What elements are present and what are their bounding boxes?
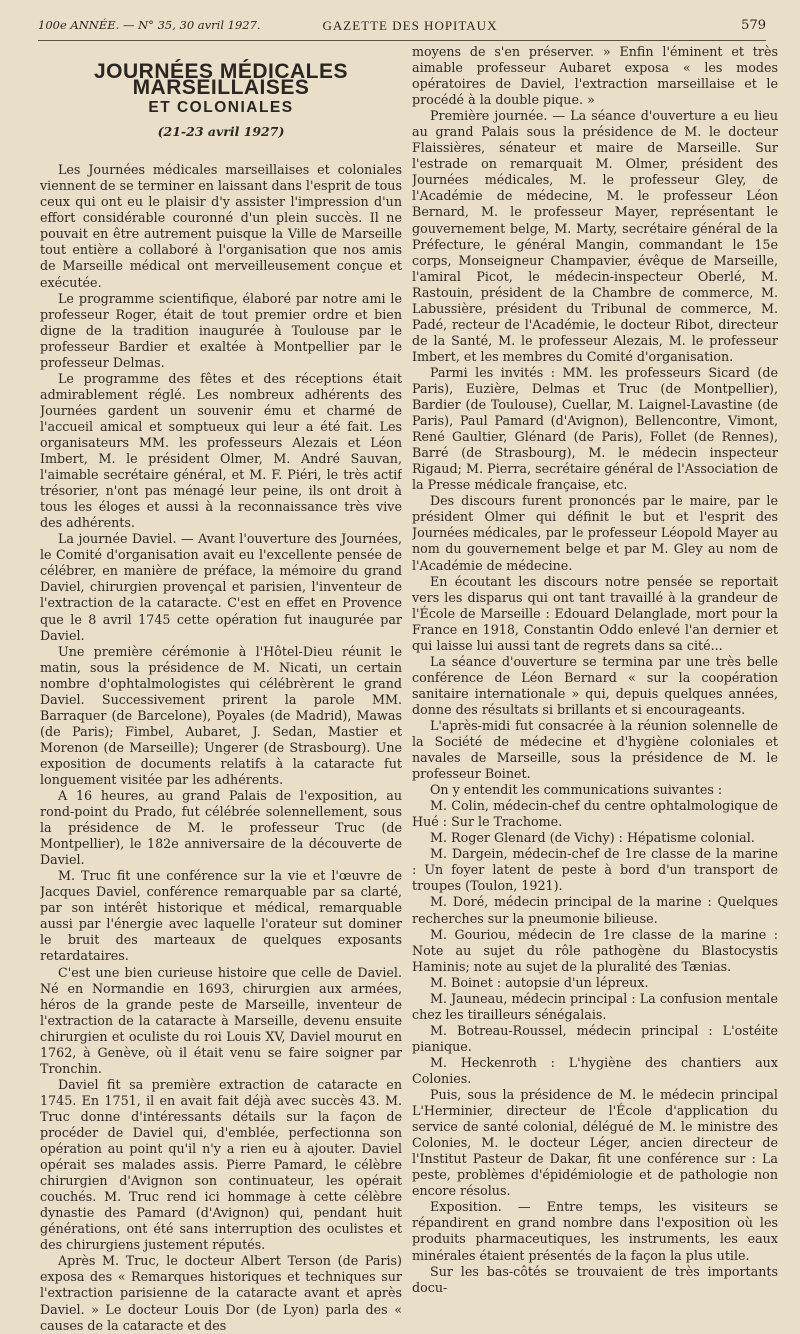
communication-item: M. Roger Glenard (de Vichy) : Hépatisme colonial. bbox=[430, 830, 755, 846]
paragraph: Des discours furent prononcés par le maire, par le président Olmer qui définit le but et l'esprit des Journées médicales, par le professeur Léopold Mayer au nom du gouvernement belge et par M. Gley au nom de l'Académie de médecine. bbox=[412, 493, 778, 573]
paragraph: M. Truc fit une conférence sur la vie et l'œuvre de Jacques Daviel, conférence remarquable par sa clarté, par son intérêt historique et médical, remarquable aussi par l'énergie avec laquelle l'orateur sut dominer le bruit des marteaux de quelques exposants retardataires. bbox=[40, 868, 402, 964]
article-subtitle: ET COLONIALES bbox=[148, 99, 294, 117]
section-daviel: La journée Daviel. — Avant l'ouverture des Journées, le Comité d'organisation avait eu l'excellente pensée de célébrer, en manière de préface, la mémoire du grand Daviel, chirurgien provençal et parisien, l'inventeur de l'extraction de la cataracte. C'est en effet en Provence que le 8 avril 1745 cette opération fut inaugurée par Daviel. bbox=[40, 531, 402, 643]
paragraph: Le programme des fêtes et des réceptions était admirablement réglé. Les nombreux adhérents des Journées gardent un souvenir ému et charmé de l'accueil amical et somptueux qui leur a été fait. Les organisateurs MM. les professeurs Alezais et Léon Imbert, M. le président Olmer, M. André Sauvan, l'aimable secrétaire général, et M. F. Piéri, le très actif trésorier, n'ont pas ménagé leur peine, ils ont droit à tous les éloges et aussi à la reconnaissance très vive des adhérents. bbox=[40, 370, 402, 531]
right-column bbox=[412, 44, 778, 1296]
communication-item: M. Heckenroth : L'hygiène des chantiers aux Colonies. bbox=[412, 1054, 778, 1086]
paragraph: C'est une bien curieuse histoire que celle de Daviel. Né en Normandie en 1693, chirurgien aux armées, héros de la grande peste de Marseille, inventeur de l'extraction de la cataracte à Marseille, devenu ensuite chirurgien et oculiste du roi Louis XV, Daviel mourut en 1762, à Genève, où il était venu se faire soigner par Tronchin. bbox=[40, 964, 402, 1076]
paragraph: En écoutant les discours notre pensée se reportait vers les disparus qui ont tant travaillé à la grandeur de l'École de Marseille : Edouard Delanglade, mort pour la France en 1918, Constantin Oddo enlevé l'an dernier et qui laisse lui aussi tant de regrets dans sa cité... bbox=[412, 573, 778, 653]
paragraph: Les Journées médicales marseillaises et coloniales viennent de se terminer en laissant dans l'esprit de tous ceux qui ont eu le plaisir d'y assister l'impression d'un effort considérable couronné d'un plein succès. Il ne pouvait en être autrement puisque la Ville de Marseille tout entière a collaboré à l'organisation que nos amis de Marseille médical ont merveilleusement conçue et exécutée. bbox=[40, 162, 402, 290]
communication-item: M. Boinet : autopsie d'un lépreux. bbox=[430, 974, 649, 990]
paragraph: Daviel fit sa première extraction de cataracte en 1745. En 1751, il en avait fait déjà avec succès 43. M. Truc donne d'intéressants détails sur la façon de procéder de Daviel qui, d'emblée, perfectionna son opération au point qu'il n'y a rien eu à ajouter. Daviel opérait ses malades assis. Pierre Pamard, le célèbre chirurgien d'Avignon son continuateur, les opérait couchés. M. Truc rend ici hommage à cette célèbre dynastie des Pamard (d'Avignon) qui, pendant huit générations, ont été sans interruption des oculistes et des chirurgiens justement réputés. bbox=[40, 1076, 402, 1253]
paragraph: Sur les bas-côtés se trouvaient de très importants docu- bbox=[412, 1263, 778, 1295]
communication-item: M. Doré, médecin principal de la marine : Quelques recherches sur la pneumonie bilieuse. bbox=[412, 894, 778, 926]
paragraph: Le programme scientifique, élaboré par notre ami le professeur Roger, était de tout premier ordre et bien digne de la tradition inaugurée à Toulouse par le professeur Bardier et exaltée à Montpellier par le professeur Delmas. bbox=[40, 290, 402, 370]
paragraph: L'après-midi fut consacrée à la réunion solennelle de la Société de médecine et d'hygiène coloniales et navales de Marseille, sous la présidence de M. le professeur Boinet. bbox=[412, 717, 778, 782]
communication-item: M. Botreau-Roussel, médecin principal : L'ostéite pianique. bbox=[412, 1022, 778, 1054]
paragraph: Une première cérémonie à l'Hôtel-Dieu réunit le matin, sous la présidence de M. Nicati, un certain nombre d'ophtalmologistes qui célébrèrent le grand Daviel. Successivement prirent la parole MM. Barraquer (de Barcelone), Poyales (de Madrid), Mawas (de Paris); Fimbel, Aubaret, J. Sedan, Mastier et Morenon (de Marseille); Ungerer (de Strasbourg). Une exposition de documents relatifs à la cataracte fut longuement visitée par les adhérents. bbox=[40, 643, 402, 787]
journal-title: GAZETTE DES HOPITAUX bbox=[322, 18, 498, 33]
communication-item: M. Gouriou, médecin de 1re classe de la marine : Note au sujet du rôle pathogène du Blastocystis Haminis; note au sujet de la pluralité des Tænias. bbox=[412, 926, 778, 974]
paragraph: Puis, sous la présidence de M. le médecin principal L'Herminier, directeur de l'École d'application du service de santé colonial, délégué de M. le ministre des Colonies, M. le docteur Léger, ancien directeur de l'Institut Pasteur de Dakar, fit une conférence sur : La peste, problèmes d'épidémiologie et de pathologie non encore résolus. bbox=[412, 1087, 778, 1199]
section-premiere-journee: Première journée. — La séance d'ouverture a eu lieu au grand Palais sous la présidence de M. le docteur Flaissières, sénateur et maire de Marseille. Sur l'estrade on remarquait M. Olmer, président des Journées médicales, M. le professeur Gley, de l'Académie de médecine, M. le professeur Léon Bernard, M. le professeur Mayer, représentant le gouvernement belge, M. Marty, secrétaire général de la Préfecture, le général Mangin, commandant le 15e corps, Monseigneur Champavier, évêque de Marseille, l'amiral Picot, le médecin-inspecteur Oberlé, M. Rastouin, président de la Chambre de commerce, M. Labussière, président du Tribunal de commerce, M. Padé, recteur de l'Académie, le docteur Ribot, directeur de la Santé, M. le professeur Alezais, M. le professeur Imbert, et les membres du Comité d'organisation. bbox=[412, 108, 778, 364]
paragraph: Après M. Truc, le docteur Albert Terson (de Paris) exposa des « Remarques historiques et techniques sur l'extraction parisienne de la cataracte avant et après Daviel. » Le docteur Louis Dor (de Lyon) parla des « causes de la cataracte et des bbox=[40, 1253, 402, 1333]
paragraph: A 16 heures, au grand Palais de l'exposition, au rond-point du Prado, fut célébrée solennellement, sous la présidence de M. le professeur Truc (de Montpellier), le 182e anniversaire de la découverte de Daviel. bbox=[40, 788, 402, 868]
page-number: 579 bbox=[741, 18, 766, 33]
paragraph: La séance d'ouverture se termina par une très belle conférence de Léon Bernard « sur la coopération sanitaire internationale » qui, depuis quelques années, donne des résultats si brillants et si encourageants. bbox=[412, 653, 778, 717]
communication-item: M. Colin, médecin-chef du centre ophtalmologique de Hué : Sur le Trachome. bbox=[412, 798, 778, 830]
communication-item: M. Jauneau, médecin principal : La confusion mentale chez les tirailleurs sénégalais. bbox=[412, 990, 778, 1022]
left-column bbox=[40, 50, 402, 1334]
article-dates: (21-23 avril 1927) bbox=[157, 124, 285, 140]
communication-item: M. Dargein, médecin-chef de 1re classe de la marine : Un foyer latent de peste à bord d'un transport de troupes (Toulon, 1921). bbox=[412, 846, 778, 894]
issue-line: 100e ANNÉE. — N° 35, 30 avril 1927. bbox=[38, 18, 261, 32]
header-rule bbox=[38, 40, 766, 41]
article-heading bbox=[40, 60, 402, 140]
article-title: JOURNÉES MÉDICALES MARSEILLAISES bbox=[93, 60, 349, 100]
section-exposition: Exposition. — Entre temps, les visiteurs se répandirent en grand nombre dans l'exposition où les produits pharmaceutiques, les instruments, les eaux minérales étaient présentés de la façon la plus utile. bbox=[412, 1199, 778, 1263]
paragraph: Parmi les invités : MM. les professeurs Sicard (de Paris), Euzière, Delmas et Truc (de Montpellier), Bardier (de Toulouse), Cuellar, M. Laignel-Lavastine (de Paris), Paul Pamard (d'Avignon), Bellencontre, Vimont, René Gaultier, Glénard (de Paris), Follet (de Rennes), Barré (de Strasbourg), M. le médecin inspecteur Rigaud; M. Pierra, secrétaire général de l'Association de la Presse médicale française, etc. bbox=[412, 364, 778, 493]
paragraph: moyens de s'en préserver. » Enfin l'éminent et très aimable professeur Aubaret exposa « les modes opératoires de Daviel, l'extraction marseillaise et le procédé à la double pique. » bbox=[412, 44, 778, 108]
paragraph: On y entendit les communications suivantes : bbox=[430, 782, 723, 798]
